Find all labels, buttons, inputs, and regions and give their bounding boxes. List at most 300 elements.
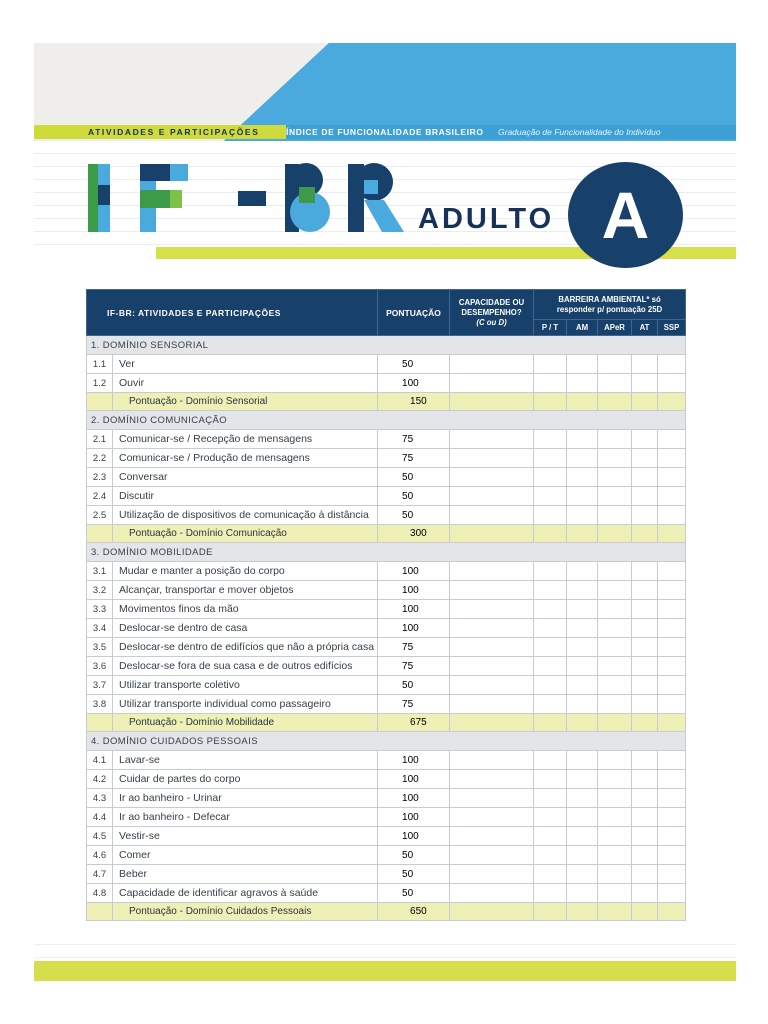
item-number: 1.1 [87, 355, 113, 374]
barrier-ssp-field[interactable] [658, 600, 686, 619]
subtotal-empty-cell [567, 525, 598, 543]
domain-title: 1. DOMÍNIO SENSORIAL [87, 336, 686, 355]
barrier-ssp-field[interactable] [658, 449, 686, 468]
capacity-field[interactable] [450, 865, 534, 884]
table-row [87, 638, 686, 657]
barrier-am-field[interactable] [567, 600, 598, 619]
subtotal-value: 300 [378, 525, 450, 543]
barrier-pt-field[interactable] [534, 562, 567, 581]
table-row [87, 374, 686, 393]
capacity-field[interactable] [450, 657, 534, 676]
capacity-field[interactable] [450, 619, 534, 638]
barrier-am-field[interactable] [567, 638, 598, 657]
barrier-ssp-field[interactable] [658, 619, 686, 638]
barrier-aper-field[interactable] [598, 695, 632, 714]
barrier-aper-field[interactable] [598, 562, 632, 581]
subtotal-empty-cell [598, 525, 632, 543]
header-left-title: ATIVIDADES E PARTICIPAÇÕES [88, 127, 260, 137]
footer-bar [34, 961, 736, 981]
score-field[interactable]: 100 [378, 770, 450, 789]
barrier-pt-field[interactable] [534, 657, 567, 676]
capacity-field[interactable] [450, 600, 534, 619]
barrier-col-aper: APeR [598, 320, 632, 336]
barrier-am-field[interactable] [567, 430, 598, 449]
barrier-ssp-field[interactable] [658, 865, 686, 884]
table-row [87, 751, 686, 770]
score-field[interactable]: 50 [378, 884, 450, 903]
barrier-aper-field[interactable] [598, 581, 632, 600]
item-label: Deslocar-se dentro de edifícios que não a própria casa [113, 638, 378, 657]
capacity-field[interactable] [450, 374, 534, 393]
barrier-am-field[interactable] [567, 619, 598, 638]
item-number: 4.8 [87, 884, 113, 903]
score-field[interactable]: 100 [378, 827, 450, 846]
barrier-ssp-field[interactable] [658, 430, 686, 449]
barrier-pt-field[interactable] [534, 638, 567, 657]
table-row [87, 789, 686, 808]
item-label: Deslocar-se dentro de casa [113, 619, 378, 638]
item-number: 2.2 [87, 449, 113, 468]
barrier-am-field[interactable] [567, 657, 598, 676]
item-number: 2.5 [87, 506, 113, 525]
subtotal-empty-cell [632, 714, 658, 732]
barrier-pt-field[interactable] [534, 374, 567, 393]
barrier-am-field[interactable] [567, 751, 598, 770]
barrier-pt-field[interactable] [534, 487, 567, 506]
barrier-aper-field[interactable] [598, 789, 632, 808]
score-field[interactable]: 50 [378, 506, 450, 525]
barrier-col-pt: P / T [534, 320, 567, 336]
score-field[interactable]: 75 [378, 638, 450, 657]
barrier-aper-field[interactable] [598, 846, 632, 865]
item-number: 3.6 [87, 657, 113, 676]
barrier-ssp-field[interactable] [658, 770, 686, 789]
barrier-pt-field[interactable] [534, 865, 567, 884]
subtotal-empty-cell [534, 525, 567, 543]
score-field[interactable]: 100 [378, 619, 450, 638]
barrier-at-field[interactable] [632, 449, 658, 468]
subtotal-row [87, 393, 686, 411]
subtotal-label: Pontuação - Domínio Mobilidade [113, 714, 378, 732]
barrier-pt-field[interactable] [534, 430, 567, 449]
score-field[interactable]: 50 [378, 846, 450, 865]
score-field[interactable]: 75 [378, 695, 450, 714]
subtotal-row [87, 714, 686, 732]
barrier-at-field[interactable] [632, 619, 658, 638]
barrier-pt-field[interactable] [534, 789, 567, 808]
barrier-aper-field[interactable] [598, 487, 632, 506]
score-field[interactable]: 50 [378, 865, 450, 884]
barrier-pt-field[interactable] [534, 770, 567, 789]
barrier-aper-field[interactable] [598, 355, 632, 374]
barrier-am-field[interactable] [567, 846, 598, 865]
table-row [87, 808, 686, 827]
table-row [87, 487, 686, 506]
ifbr-logo [88, 160, 408, 232]
score-field[interactable]: 100 [378, 808, 450, 827]
table-header-score: PONTUAÇÃO [378, 290, 450, 336]
barrier-at-field[interactable] [632, 770, 658, 789]
barrier-aper-field[interactable] [598, 374, 632, 393]
barrier-aper-field[interactable] [598, 865, 632, 884]
table-row [87, 449, 686, 468]
footer-lines [34, 932, 736, 960]
item-label: Discutir [113, 487, 378, 506]
score-field[interactable]: 100 [378, 789, 450, 808]
table-header-main: IF-BR: ATIVIDADES E PARTICIPAÇÕES [87, 290, 378, 336]
subtotal-row [87, 903, 686, 921]
barrier-aper-field[interactable] [598, 468, 632, 487]
subtotal-empty-cell [450, 525, 534, 543]
barrier-aper-field[interactable] [598, 827, 632, 846]
barrier-aper-field[interactable] [598, 884, 632, 903]
item-number: 4.1 [87, 751, 113, 770]
barrier-at-field[interactable] [632, 695, 658, 714]
barrier-at-field[interactable] [632, 827, 658, 846]
barrier-am-field[interactable] [567, 468, 598, 487]
score-field[interactable]: 100 [378, 374, 450, 393]
table-header-capacity [450, 290, 534, 336]
item-number: 4.4 [87, 808, 113, 827]
capacity-field[interactable] [450, 789, 534, 808]
barrier-ssp-field[interactable] [658, 355, 686, 374]
subtotal-value: 650 [378, 903, 450, 921]
assessment-table [86, 289, 686, 921]
barrier-ssp-field[interactable] [658, 789, 686, 808]
barrier-aper-field[interactable] [598, 506, 632, 525]
domain-section-row [87, 543, 686, 562]
item-number: 3.5 [87, 638, 113, 657]
subtotal-empty-cell [450, 393, 534, 411]
barrier-at-field[interactable] [632, 638, 658, 657]
subtotal-spacer [87, 393, 113, 411]
barrier-at-field[interactable] [632, 657, 658, 676]
barrier-ssp-field[interactable] [658, 808, 686, 827]
score-field[interactable]: 100 [378, 562, 450, 581]
item-number: 4.2 [87, 770, 113, 789]
barrier-ssp-field[interactable] [658, 374, 686, 393]
capacity-field[interactable] [450, 506, 534, 525]
barrier-pt-field[interactable] [534, 468, 567, 487]
subtotal-empty-cell [632, 525, 658, 543]
score-field[interactable]: 100 [378, 581, 450, 600]
barrier-ssp-field[interactable] [658, 657, 686, 676]
barrier-pt-field[interactable] [534, 449, 567, 468]
item-number: 1.2 [87, 374, 113, 393]
item-label: Deslocar-se fora de sua casa e de outros edifícios [113, 657, 378, 676]
capacity-field[interactable] [450, 430, 534, 449]
barrier-line-1: BARREIRA AMBIENTAL* só [558, 294, 661, 304]
item-number: 2.3 [87, 468, 113, 487]
domain-section-row [87, 336, 686, 355]
item-label: Mudar e manter a posição do corpo [113, 562, 378, 581]
subtotal-label: Pontuação - Domínio Cuidados Pessoais [113, 903, 378, 921]
header-right-subtitle: Graduação de Funcionalidade do Indivíduo [498, 127, 661, 137]
barrier-pt-field[interactable] [534, 506, 567, 525]
item-label: Beber [113, 865, 378, 884]
item-number: 4.7 [87, 865, 113, 884]
barrier-at-field[interactable] [632, 865, 658, 884]
barrier-am-field[interactable] [567, 374, 598, 393]
table-row [87, 827, 686, 846]
barrier-am-field[interactable] [567, 865, 598, 884]
table-row [87, 562, 686, 581]
barrier-am-field[interactable] [567, 355, 598, 374]
capacity-field[interactable] [450, 808, 534, 827]
item-number: 2.1 [87, 430, 113, 449]
barrier-am-field[interactable] [567, 676, 598, 695]
table-row [87, 355, 686, 374]
item-label: Ouvir [113, 374, 378, 393]
subtotal-empty-cell [567, 903, 598, 921]
barrier-am-field[interactable] [567, 827, 598, 846]
barrier-ssp-field[interactable] [658, 638, 686, 657]
barrier-pt-field[interactable] [534, 355, 567, 374]
subtotal-empty-cell [534, 903, 567, 921]
score-field[interactable]: 100 [378, 751, 450, 770]
barrier-aper-field[interactable] [598, 430, 632, 449]
subtotal-spacer [87, 903, 113, 921]
subtotal-label: Pontuação - Domínio Comunicação [113, 525, 378, 543]
subtotal-empty-cell [450, 714, 534, 732]
capacity-field[interactable] [450, 581, 534, 600]
capacity-field[interactable] [450, 827, 534, 846]
barrier-am-field[interactable] [567, 581, 598, 600]
subtotal-empty-cell [658, 903, 686, 921]
barrier-aper-field[interactable] [598, 808, 632, 827]
level-badge: A [568, 162, 683, 268]
barrier-ssp-field[interactable] [658, 506, 686, 525]
table-row [87, 770, 686, 789]
table-row [87, 581, 686, 600]
capacity-field[interactable] [450, 846, 534, 865]
subtotal-spacer [87, 525, 113, 543]
subtotal-empty-cell [632, 393, 658, 411]
score-field[interactable]: 50 [378, 487, 450, 506]
subtotal-empty-cell [534, 393, 567, 411]
barrier-aper-field[interactable] [598, 619, 632, 638]
capacity-field[interactable] [450, 355, 534, 374]
barrier-ssp-field[interactable] [658, 468, 686, 487]
table-row [87, 619, 686, 638]
domain-title: 4. DOMÍNIO CUIDADOS PESSOAIS [87, 732, 686, 751]
item-number: 4.5 [87, 827, 113, 846]
barrier-am-field[interactable] [567, 789, 598, 808]
domain-title: 2. DOMÍNIO COMUNICAÇÃO [87, 411, 686, 430]
score-field[interactable]: 75 [378, 449, 450, 468]
item-number: 3.2 [87, 581, 113, 600]
subtotal-row [87, 525, 686, 543]
item-label: Utilização de dispositivos de comunicação à distância [113, 506, 378, 525]
barrier-pt-field[interactable] [534, 695, 567, 714]
table-row [87, 657, 686, 676]
barrier-ssp-field[interactable] [658, 676, 686, 695]
barrier-at-field[interactable] [632, 487, 658, 506]
score-field[interactable]: 50 [378, 468, 450, 487]
barrier-aper-field[interactable] [598, 638, 632, 657]
table-header-barrier [534, 290, 686, 320]
barrier-am-field[interactable] [567, 695, 598, 714]
barrier-pt-field[interactable] [534, 581, 567, 600]
item-number: 2.4 [87, 487, 113, 506]
capacity-line-1: CAPACIDADE OU [458, 297, 525, 307]
domain-title: 3. DOMÍNIO MOBILIDADE [87, 543, 686, 562]
subtitle-adulto: ADULTO [418, 203, 555, 235]
barrier-at-field[interactable] [632, 468, 658, 487]
subtotal-empty-cell [598, 714, 632, 732]
barrier-aper-field[interactable] [598, 676, 632, 695]
barrier-at-field[interactable] [632, 355, 658, 374]
barrier-col-at: AT [632, 320, 658, 336]
item-number: 4.3 [87, 789, 113, 808]
barrier-ssp-field[interactable] [658, 487, 686, 506]
barrier-at-field[interactable] [632, 581, 658, 600]
barrier-at-field[interactable] [632, 808, 658, 827]
barrier-ssp-field[interactable] [658, 695, 686, 714]
barrier-aper-field[interactable] [598, 657, 632, 676]
capacity-field[interactable] [450, 487, 534, 506]
table-row [87, 506, 686, 525]
score-field[interactable]: 50 [378, 355, 450, 374]
score-field[interactable]: 100 [378, 600, 450, 619]
barrier-ssp-field[interactable] [658, 827, 686, 846]
barrier-pt-field[interactable] [534, 827, 567, 846]
barrier-col-am: AM [567, 320, 598, 336]
table-row [87, 695, 686, 714]
barrier-pt-field[interactable] [534, 808, 567, 827]
subtotal-empty-cell [658, 714, 686, 732]
item-number: 4.6 [87, 846, 113, 865]
barrier-ssp-field[interactable] [658, 562, 686, 581]
barrier-pt-field[interactable] [534, 751, 567, 770]
item-label: Ir ao banheiro - Defecar [113, 808, 378, 827]
item-label: Vestir-se [113, 827, 378, 846]
item-label: Cuidar de partes do corpo [113, 770, 378, 789]
subtotal-empty-cell [598, 903, 632, 921]
domain-section-row [87, 411, 686, 430]
table-row [87, 865, 686, 884]
barrier-pt-field[interactable] [534, 619, 567, 638]
header-right-title: ÍNDICE DE FUNCIONALIDADE BRASILEIRO [286, 127, 484, 137]
item-label: Alcançar, transportar e mover objetos [113, 581, 378, 600]
barrier-at-field[interactable] [632, 562, 658, 581]
barrier-am-field[interactable] [567, 808, 598, 827]
item-label: Movimentos finos da mão [113, 600, 378, 619]
barrier-at-field[interactable] [632, 430, 658, 449]
barrier-am-field[interactable] [567, 770, 598, 789]
capacity-line-3: (C ou D) [476, 317, 507, 327]
item-number: 3.1 [87, 562, 113, 581]
barrier-ssp-field[interactable] [658, 884, 686, 903]
capacity-line-2: DESEMPENHO? [461, 307, 522, 317]
barrier-aper-field[interactable] [598, 770, 632, 789]
subtotal-label: Pontuação - Domínio Sensorial [113, 393, 378, 411]
barrier-pt-field[interactable] [534, 884, 567, 903]
barrier-am-field[interactable] [567, 506, 598, 525]
subtotal-value: 150 [378, 393, 450, 411]
subtotal-empty-cell [632, 903, 658, 921]
subtotal-empty-cell [450, 903, 534, 921]
item-label: Ir ao banheiro - Urinar [113, 789, 378, 808]
item-label: Ver [113, 355, 378, 374]
barrier-at-field[interactable] [632, 789, 658, 808]
subtotal-empty-cell [658, 393, 686, 411]
table-row [87, 468, 686, 487]
barrier-at-field[interactable] [632, 600, 658, 619]
item-number: 3.7 [87, 676, 113, 695]
table-row [87, 430, 686, 449]
barrier-aper-field[interactable] [598, 751, 632, 770]
subtotal-empty-cell [598, 393, 632, 411]
capacity-field[interactable] [450, 468, 534, 487]
item-label: Utilizar transporte coletivo [113, 676, 378, 695]
barrier-at-field[interactable] [632, 884, 658, 903]
barrier-ssp-field[interactable] [658, 581, 686, 600]
barrier-at-field[interactable] [632, 676, 658, 695]
barrier-ssp-field[interactable] [658, 751, 686, 770]
capacity-field[interactable] [450, 676, 534, 695]
score-field[interactable]: 75 [378, 430, 450, 449]
capacity-field[interactable] [450, 638, 534, 657]
barrier-am-field[interactable] [567, 487, 598, 506]
barrier-pt-field[interactable] [534, 846, 567, 865]
subtotal-value: 675 [378, 714, 450, 732]
capacity-field[interactable] [450, 751, 534, 770]
score-field[interactable]: 50 [378, 676, 450, 695]
barrier-pt-field[interactable] [534, 676, 567, 695]
subtotal-empty-cell [567, 393, 598, 411]
score-field[interactable]: 75 [378, 657, 450, 676]
barrier-col-ssp: SSP [658, 320, 686, 336]
item-label: Conversar [113, 468, 378, 487]
item-number: 3.8 [87, 695, 113, 714]
barrier-aper-field[interactable] [598, 600, 632, 619]
item-label: Capacidade de identificar agravos à saúde [113, 884, 378, 903]
barrier-ssp-field[interactable] [658, 846, 686, 865]
barrier-aper-field[interactable] [598, 449, 632, 468]
item-number: 3.3 [87, 600, 113, 619]
capacity-field[interactable] [450, 695, 534, 714]
subtotal-empty-cell [567, 714, 598, 732]
capacity-field[interactable] [450, 449, 534, 468]
table-body [87, 336, 686, 921]
barrier-line-2: responder p/ pontuação 25D [556, 304, 663, 314]
barrier-am-field[interactable] [567, 884, 598, 903]
subtotal-spacer [87, 714, 113, 732]
table-row [87, 600, 686, 619]
item-label: Comunicar-se / Produção de mensagens [113, 449, 378, 468]
barrier-at-field[interactable] [632, 374, 658, 393]
barrier-at-field[interactable] [632, 751, 658, 770]
table-row [87, 846, 686, 865]
barrier-pt-field[interactable] [534, 600, 567, 619]
barrier-at-field[interactable] [632, 506, 658, 525]
capacity-field[interactable] [450, 884, 534, 903]
capacity-field[interactable] [450, 562, 534, 581]
item-label: Comunicar-se / Recepção de mensagens [113, 430, 378, 449]
barrier-at-field[interactable] [632, 846, 658, 865]
barrier-am-field[interactable] [567, 449, 598, 468]
domain-section-row [87, 732, 686, 751]
table-row [87, 676, 686, 695]
capacity-field[interactable] [450, 770, 534, 789]
item-label: Utilizar transporte individual como passageiro [113, 695, 378, 714]
item-number: 3.4 [87, 619, 113, 638]
subtotal-empty-cell [658, 525, 686, 543]
barrier-am-field[interactable] [567, 562, 598, 581]
table-row [87, 884, 686, 903]
item-label: Comer [113, 846, 378, 865]
